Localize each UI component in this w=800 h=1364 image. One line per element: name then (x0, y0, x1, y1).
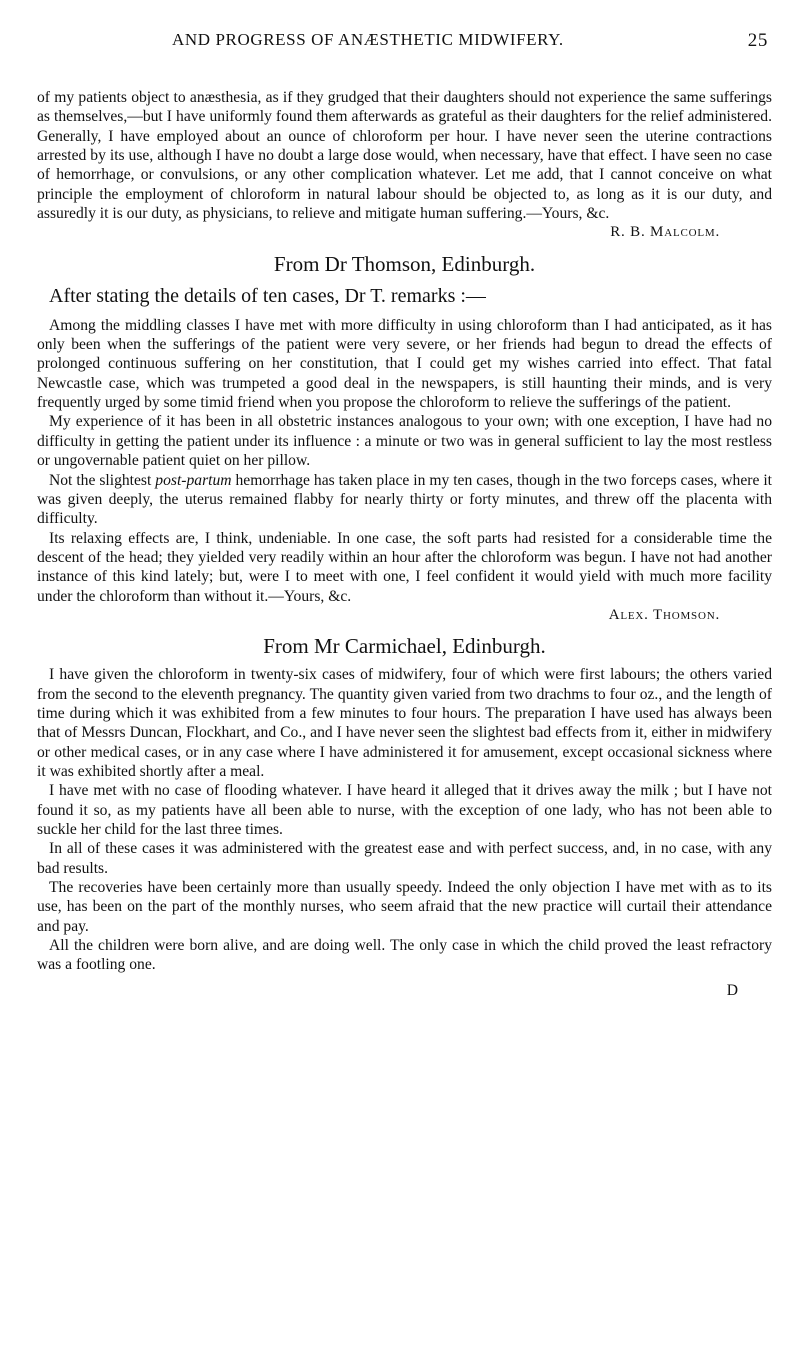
signature-mark: D (726, 981, 738, 999)
carmichael-paragraph-3: In all of these cases it was administered with the greatest ease and with perfect success, and, in no case, with any bad results. (37, 840, 772, 877)
page-number: 25 (747, 30, 768, 51)
carmichael-paragraph-4: The recoveries have been certainly more than usually speedy. Indeed the only objection I have met with as to its use, has been on the part of the monthly nurses, who seem afraid that the new practice will curtail their attendance and pay. (37, 879, 772, 935)
malcolm-signature: R. B. Malcolm. (610, 224, 720, 241)
running-title: AND PROGRESS OF ANÆSTHETIC MIDWIFERY. (172, 30, 564, 49)
thomson-paragraph-1: Among the middling classes I have met with more difficulty in using chloroform than I had anticipated, as it has only been when the sufferings of the patient were very severe, or her friends had begun to dread the effects of prolonged continuous suffering on her constitution, that I could get my wishes carried into effect. That fatal Newcastle case, which was trumpeted a good deal in the newspapers, is still haunting their minds, and is very frequently urged by some timid friend when you propose the chloroform to relieve the sufferings of the patient. (37, 316, 772, 412)
carmichael-heading: From Mr Carmichael, Edinburgh. (263, 634, 546, 659)
thomson-paragraph-postpartum: Not the slightest post-partum hemorrhage has taken place in my ten cases, though in the two forceps cases, where it was given deeply, the uterus remained flabby for nearly thirty or forty minutes, and threw off the placenta with difficulty. (37, 471, 772, 528)
running-header (37, 30, 772, 54)
thomson-paragraph-2: My experience of it has been in all obstetric instances analogous to your own; with one exception, I have had no difficulty in getting the patient under its influence : a minute or two was in general sufficient to lay the most restless or ungovernable patient quiet on her pillow. (37, 413, 772, 470)
book-page (37, 0, 772, 1364)
page-body (37, 88, 772, 1000)
thomson-signature: Alex. Thomson. (608, 606, 720, 623)
carmichael-paragraph-5: All the children were born alive, and are doing well. The only case in which the child proved the least refractory was a footling one. (37, 937, 772, 974)
thomson-heading: From Dr Thomson, Edinburgh. (273, 251, 536, 276)
carmichael-paragraph-2: I have met with no case of flooding whatever. I have heard it alleged that it drives away the milk ; but I have not found it so, as my patients have all been able to nurse, with the exception of one lady, who has not been able to suckle her child for the last three times. (37, 782, 772, 838)
postpartum-term: post-partum (155, 471, 232, 489)
thomson-paragraph-closing: Its relaxing effects are, I think, undeniable. In one case, the soft parts had resisted for a considerable time the descent of the head; they yielded very readily within an hour after the chloroform was begun. I have not had another instance of this kind lately; but, were I to meet with one, I feel confident it would yield with much more facility under the chloroform than without it.—Yours, &c. (37, 529, 772, 605)
thomson-intro: After stating the details of ten cases, Dr T. remarks :— (49, 284, 486, 307)
carmichael-paragraph-1: I have given the chloroform in twenty-six cases of midwifery, four of which were first labours; the others varied from the second to the eleventh pregnancy. The quantity given varied from two drachms to four oz., and the length of time during which it was exhibited from a few minutes to four hours. The preparation I have used has always been that of Messrs Duncan, Flockhart, and Co., and I have never seen the slightest bad effects from it, either in midwifery or other medical cases, or in any case where I have administered it for amusement, except occasional sickness where it was exhibited shortly after a meal. (37, 666, 772, 780)
malcolm-letter-paragraph: of my patients object to anæsthesia, as if they grudged that their daughters should not experience the same sufferings as themselves,—but I have uniformly found them afterwards as grateful as their daughters for the relief administered. Generally, I have employed about an ounce of chloroform per hour. I have never seen the uterine contractions arrested by its use, although I have no doubt a large dose would, when necessary, have that effect. I have seen no case of hemorrhage, or convulsions, or any other complication whatever. Let me add, that I cannot conceive on what principle the employment of chloroform in natural labour should be objected to, as long as it is our duty, and assuredly it is our duty, as physicians, to relieve and mitigate human suffering.—Yours, &c. (37, 89, 772, 223)
